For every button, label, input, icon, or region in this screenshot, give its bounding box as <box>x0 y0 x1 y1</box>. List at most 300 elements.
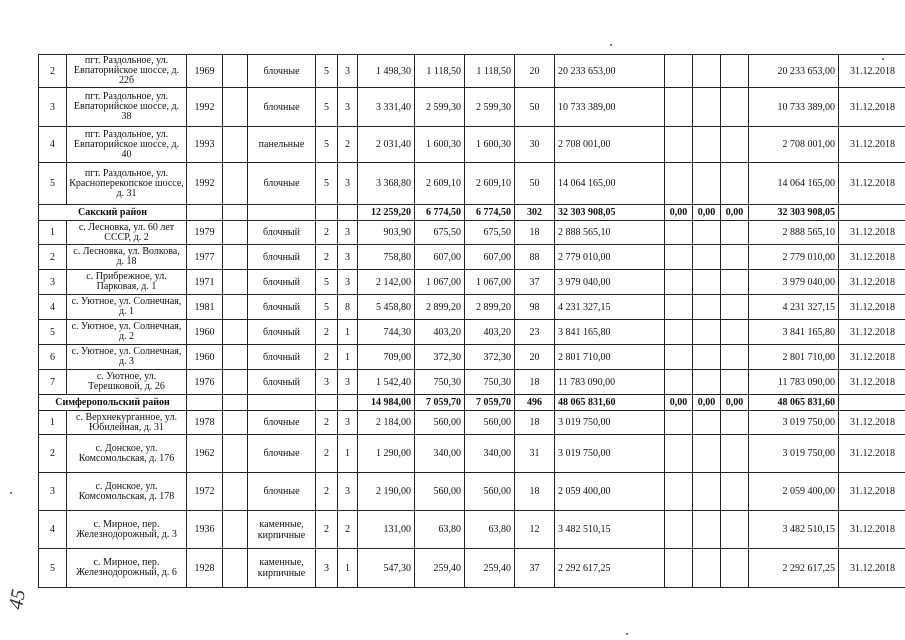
cost-cell: 3 019 750,00 <box>555 435 665 473</box>
entrances-cell: 1 <box>338 320 358 345</box>
material-cell: блочный <box>248 295 316 320</box>
residential-area-cell: 1 067,00 <box>465 270 515 295</box>
fund-cell-2 <box>693 345 721 370</box>
living-area-cell: 675,50 <box>415 221 465 245</box>
material-cell: блочный <box>248 270 316 295</box>
fund-cell-1: 0,00 <box>665 205 693 221</box>
fund-cell-2 <box>693 163 721 205</box>
table-row <box>39 55 905 88</box>
blank-cell <box>223 345 248 370</box>
fund-cell-1 <box>665 473 693 511</box>
year-cell: 1992 <box>187 163 223 205</box>
housing-register-table <box>38 54 905 588</box>
blank-cell <box>223 295 248 320</box>
fund-cell-2 <box>693 370 721 395</box>
living-area-cell: 1 067,00 <box>415 270 465 295</box>
cost-cell: 4 231 327,15 <box>555 295 665 320</box>
cost-cell: 3 019 750,00 <box>555 411 665 435</box>
year-cell <box>187 395 223 411</box>
table-row <box>39 245 905 270</box>
total-cost-cell: 11 783 090,00 <box>749 370 839 395</box>
total-area-cell: 744,30 <box>358 320 415 345</box>
deadline-cell: 31.12.2018 <box>839 245 905 270</box>
total-cost-cell: 4 231 327,15 <box>749 295 839 320</box>
table-row <box>39 163 905 205</box>
row-number-cell: 6 <box>39 345 67 370</box>
total-area-cell: 2 190,00 <box>358 473 415 511</box>
total-area-cell: 547,30 <box>358 549 415 588</box>
cost-cell: 11 783 090,00 <box>555 370 665 395</box>
cost-cell: 20 233 653,00 <box>555 55 665 88</box>
scan-speck <box>626 633 628 635</box>
living-area-cell: 2 599,30 <box>415 88 465 127</box>
fund-cell-2 <box>693 411 721 435</box>
blank-cell <box>223 511 248 549</box>
address-cell: пгт. Раздольное, ул. Евпаторийское шоссе, д. 38 <box>67 88 187 127</box>
address-cell: с. Уютное, ул. Терешковой, д. 26 <box>67 370 187 395</box>
fund-cell-2 <box>693 270 721 295</box>
fund-cell-3 <box>721 549 749 588</box>
total-cost-cell: 2 801 710,00 <box>749 345 839 370</box>
residential-area-cell: 2 599,30 <box>465 88 515 127</box>
residents-cell: 18 <box>515 473 555 511</box>
cost-cell: 2 292 617,25 <box>555 549 665 588</box>
material-cell: блочные <box>248 473 316 511</box>
living-area-cell: 2 899,20 <box>415 295 465 320</box>
district-name-cell: Сакский район <box>39 205 187 221</box>
total-cost-cell: 3 841 165,80 <box>749 320 839 345</box>
year-cell: 1971 <box>187 270 223 295</box>
year-cell: 1972 <box>187 473 223 511</box>
total-area-cell: 758,80 <box>358 245 415 270</box>
table-row <box>39 221 905 245</box>
total-area-cell: 3 368,80 <box>358 163 415 205</box>
table-row <box>39 320 905 345</box>
floors-cell: 2 <box>316 473 338 511</box>
table-row <box>39 127 905 163</box>
material-cell: блочный <box>248 320 316 345</box>
scan-speck <box>10 492 12 494</box>
total-area-cell: 14 984,00 <box>358 395 415 411</box>
blank-cell <box>223 549 248 588</box>
material-cell <box>248 395 316 411</box>
deadline-cell: 31.12.2018 <box>839 511 905 549</box>
entrances-cell: 3 <box>338 55 358 88</box>
cost-cell: 2 779 010,00 <box>555 245 665 270</box>
fund-cell-3 <box>721 163 749 205</box>
floors-cell: 2 <box>316 345 338 370</box>
blank-cell <box>223 221 248 245</box>
deadline-cell: 31.12.2018 <box>839 320 905 345</box>
section-total-row <box>39 205 905 221</box>
residents-cell: 20 <box>515 55 555 88</box>
address-cell: с. Уютное, ул. Солнечная, д. 1 <box>67 295 187 320</box>
material-cell: блочные <box>248 411 316 435</box>
row-number-cell: 1 <box>39 411 67 435</box>
deadline-cell: 31.12.2018 <box>839 370 905 395</box>
entrances-cell <box>338 395 358 411</box>
residents-cell: 18 <box>515 221 555 245</box>
entrances-cell: 1 <box>338 345 358 370</box>
residents-cell: 30 <box>515 127 555 163</box>
fund-cell-1: 0,00 <box>665 395 693 411</box>
fund-cell-3 <box>721 88 749 127</box>
fund-cell-2: 0,00 <box>693 395 721 411</box>
fund-cell-3 <box>721 55 749 88</box>
floors-cell: 5 <box>316 270 338 295</box>
deadline-cell: 31.12.2018 <box>839 163 905 205</box>
handwritten-page-number: 45 <box>4 587 31 612</box>
row-number-cell: 5 <box>39 320 67 345</box>
material-cell: панельные <box>248 127 316 163</box>
living-area-cell: 2 609,10 <box>415 163 465 205</box>
blank-cell <box>223 320 248 345</box>
fund-cell-3 <box>721 245 749 270</box>
residential-area-cell: 1 118,50 <box>465 55 515 88</box>
living-area-cell: 259,40 <box>415 549 465 588</box>
total-cost-cell: 48 065 831,60 <box>749 395 839 411</box>
fund-cell-3 <box>721 270 749 295</box>
floors-cell <box>316 395 338 411</box>
table-row <box>39 270 905 295</box>
blank-cell <box>223 245 248 270</box>
residential-area-cell: 63,80 <box>465 511 515 549</box>
fund-cell-1 <box>665 320 693 345</box>
blank-cell <box>223 88 248 127</box>
total-cost-cell: 14 064 165,00 <box>749 163 839 205</box>
deadline-cell <box>839 205 905 221</box>
total-cost-cell: 32 303 908,05 <box>749 205 839 221</box>
living-area-cell: 340,00 <box>415 435 465 473</box>
material-cell: блочный <box>248 345 316 370</box>
year-cell: 1993 <box>187 127 223 163</box>
fund-cell-2 <box>693 435 721 473</box>
total-cost-cell: 20 233 653,00 <box>749 55 839 88</box>
year-cell: 1936 <box>187 511 223 549</box>
total-area-cell: 131,00 <box>358 511 415 549</box>
year-cell: 1977 <box>187 245 223 270</box>
total-cost-cell: 2 708 001,00 <box>749 127 839 163</box>
total-area-cell: 1 542,40 <box>358 370 415 395</box>
row-number-cell: 5 <box>39 163 67 205</box>
entrances-cell: 3 <box>338 245 358 270</box>
material-cell <box>248 205 316 221</box>
year-cell: 1969 <box>187 55 223 88</box>
table-row <box>39 411 905 435</box>
cost-cell: 3 841 165,80 <box>555 320 665 345</box>
total-area-cell: 1 290,00 <box>358 435 415 473</box>
cost-cell: 3 482 510,15 <box>555 511 665 549</box>
fund-cell-3: 0,00 <box>721 395 749 411</box>
residents-cell: 12 <box>515 511 555 549</box>
row-number-cell: 1 <box>39 221 67 245</box>
residents-cell: 18 <box>515 411 555 435</box>
total-area-cell: 2 184,00 <box>358 411 415 435</box>
cost-cell: 2 801 710,00 <box>555 345 665 370</box>
entrances-cell: 1 <box>338 435 358 473</box>
fund-cell-3 <box>721 345 749 370</box>
fund-cell-1 <box>665 88 693 127</box>
residential-area-cell: 2 609,10 <box>465 163 515 205</box>
cost-cell: 2 888 565,10 <box>555 221 665 245</box>
year-cell: 1960 <box>187 345 223 370</box>
row-number-cell: 5 <box>39 549 67 588</box>
floors-cell: 3 <box>316 549 338 588</box>
floors-cell: 5 <box>316 88 338 127</box>
total-cost-cell: 2 888 565,10 <box>749 221 839 245</box>
residents-cell: 496 <box>515 395 555 411</box>
deadline-cell: 31.12.2018 <box>839 88 905 127</box>
total-area-cell: 12 259,20 <box>358 205 415 221</box>
address-cell: с. Верхнекурганное, ул. Юбилейная, д. 31 <box>67 411 187 435</box>
table-row <box>39 435 905 473</box>
deadline-cell: 31.12.2018 <box>839 221 905 245</box>
fund-cell-2 <box>693 221 721 245</box>
section-total-row <box>39 395 905 411</box>
total-cost-cell: 3 019 750,00 <box>749 435 839 473</box>
row-number-cell: 3 <box>39 88 67 127</box>
residents-cell: 31 <box>515 435 555 473</box>
material-cell: блочные <box>248 88 316 127</box>
fund-cell-1 <box>665 549 693 588</box>
entrances-cell: 3 <box>338 270 358 295</box>
fund-cell-1 <box>665 511 693 549</box>
living-area-cell: 560,00 <box>415 473 465 511</box>
total-cost-cell: 10 733 389,00 <box>749 88 839 127</box>
fund-cell-2 <box>693 295 721 320</box>
address-cell: с. Прибрежное, ул. Парковая, д. 1 <box>67 270 187 295</box>
residential-area-cell: 403,20 <box>465 320 515 345</box>
fund-cell-3 <box>721 435 749 473</box>
living-area-cell: 372,30 <box>415 345 465 370</box>
fund-cell-3 <box>721 511 749 549</box>
blank-cell <box>223 473 248 511</box>
district-name-cell: Симферопольский район <box>39 395 187 411</box>
fund-cell-3: 0,00 <box>721 205 749 221</box>
residential-area-cell: 675,50 <box>465 221 515 245</box>
year-cell: 1978 <box>187 411 223 435</box>
residents-cell: 302 <box>515 205 555 221</box>
entrances-cell: 3 <box>338 163 358 205</box>
deadline-cell: 31.12.2018 <box>839 473 905 511</box>
material-cell: каменные, кирпичные <box>248 511 316 549</box>
living-area-cell: 6 774,50 <box>415 205 465 221</box>
cost-cell: 32 303 908,05 <box>555 205 665 221</box>
address-cell: пгт. Раздольное, ул. Евпаторийское шоссе, д. 22б <box>67 55 187 88</box>
fund-cell-2 <box>693 55 721 88</box>
cost-cell: 10 733 389,00 <box>555 88 665 127</box>
residents-cell: 20 <box>515 345 555 370</box>
row-number-cell: 2 <box>39 245 67 270</box>
cost-cell: 3 979 040,00 <box>555 270 665 295</box>
row-number-cell: 3 <box>39 270 67 295</box>
residential-area-cell: 560,00 <box>465 411 515 435</box>
residents-cell: 37 <box>515 270 555 295</box>
table-row <box>39 295 905 320</box>
material-cell: блочные <box>248 163 316 205</box>
entrances-cell: 2 <box>338 511 358 549</box>
fund-cell-1 <box>665 245 693 270</box>
row-number-cell: 3 <box>39 473 67 511</box>
table-row <box>39 511 905 549</box>
residential-area-cell: 2 899,20 <box>465 295 515 320</box>
floors-cell: 2 <box>316 320 338 345</box>
total-area-cell: 2 031,40 <box>358 127 415 163</box>
blank-cell <box>223 370 248 395</box>
year-cell: 1976 <box>187 370 223 395</box>
total-area-cell: 3 331,40 <box>358 88 415 127</box>
total-cost-cell: 2 779 010,00 <box>749 245 839 270</box>
deadline-cell: 31.12.2018 <box>839 435 905 473</box>
material-cell: блочные <box>248 55 316 88</box>
blank-cell <box>223 435 248 473</box>
fund-cell-3 <box>721 221 749 245</box>
blank-cell <box>223 55 248 88</box>
residents-cell: 18 <box>515 370 555 395</box>
fund-cell-3 <box>721 473 749 511</box>
living-area-cell: 403,20 <box>415 320 465 345</box>
row-number-cell: 2 <box>39 435 67 473</box>
row-number-cell: 7 <box>39 370 67 395</box>
row-number-cell: 4 <box>39 295 67 320</box>
fund-cell-2 <box>693 88 721 127</box>
fund-cell-3 <box>721 295 749 320</box>
residents-cell: 23 <box>515 320 555 345</box>
total-cost-cell: 3 019 750,00 <box>749 411 839 435</box>
fund-cell-1 <box>665 270 693 295</box>
total-area-cell: 5 458,80 <box>358 295 415 320</box>
residents-cell: 50 <box>515 88 555 127</box>
living-area-cell: 7 059,70 <box>415 395 465 411</box>
table-row <box>39 473 905 511</box>
deadline-cell: 31.12.2018 <box>839 55 905 88</box>
living-area-cell: 1 118,50 <box>415 55 465 88</box>
address-cell: с. Уютное, ул. Солнечная, д. 3 <box>67 345 187 370</box>
fund-cell-1 <box>665 55 693 88</box>
scan-speck <box>610 44 612 46</box>
floors-cell: 2 <box>316 435 338 473</box>
entrances-cell: 3 <box>338 370 358 395</box>
fund-cell-2 <box>693 511 721 549</box>
floors-cell: 5 <box>316 55 338 88</box>
entrances-cell: 3 <box>338 411 358 435</box>
living-area-cell: 750,30 <box>415 370 465 395</box>
cost-cell: 48 065 831,60 <box>555 395 665 411</box>
material-cell: блочный <box>248 370 316 395</box>
table-row <box>39 88 905 127</box>
floors-cell: 2 <box>316 245 338 270</box>
cost-cell: 2 059 400,00 <box>555 473 665 511</box>
residential-area-cell: 259,40 <box>465 549 515 588</box>
fund-cell-2 <box>693 549 721 588</box>
row-number-cell: 2 <box>39 55 67 88</box>
residents-cell: 50 <box>515 163 555 205</box>
living-area-cell: 560,00 <box>415 411 465 435</box>
residential-area-cell: 1 600,30 <box>465 127 515 163</box>
living-area-cell: 607,00 <box>415 245 465 270</box>
deadline-cell: 31.12.2018 <box>839 345 905 370</box>
table-row <box>39 345 905 370</box>
address-cell: с. Лесновка, ул. Волкова, д. 18 <box>67 245 187 270</box>
deadline-cell <box>839 395 905 411</box>
total-area-cell: 1 498,30 <box>358 55 415 88</box>
fund-cell-1 <box>665 163 693 205</box>
total-cost-cell: 3 979 040,00 <box>749 270 839 295</box>
fund-cell-2 <box>693 245 721 270</box>
cost-cell: 14 064 165,00 <box>555 163 665 205</box>
living-area-cell: 1 600,30 <box>415 127 465 163</box>
residential-area-cell: 560,00 <box>465 473 515 511</box>
deadline-cell: 31.12.2018 <box>839 127 905 163</box>
deadline-cell: 31.12.2018 <box>839 549 905 588</box>
scan-speck <box>882 58 884 60</box>
cost-cell: 2 708 001,00 <box>555 127 665 163</box>
row-number-cell: 4 <box>39 511 67 549</box>
entrances-cell: 1 <box>338 549 358 588</box>
total-area-cell: 709,00 <box>358 345 415 370</box>
entrances-cell: 2 <box>338 127 358 163</box>
blank-cell <box>223 205 248 221</box>
deadline-cell: 31.12.2018 <box>839 411 905 435</box>
material-cell: каменные, кирпичные <box>248 549 316 588</box>
residents-cell: 37 <box>515 549 555 588</box>
living-area-cell: 63,80 <box>415 511 465 549</box>
fund-cell-1 <box>665 127 693 163</box>
fund-cell-2: 0,00 <box>693 205 721 221</box>
residential-area-cell: 7 059,70 <box>465 395 515 411</box>
table-body <box>39 55 905 588</box>
row-number-cell: 4 <box>39 127 67 163</box>
material-cell: блочный <box>248 221 316 245</box>
deadline-cell: 31.12.2018 <box>839 270 905 295</box>
table-row <box>39 549 905 588</box>
floors-cell: 3 <box>316 370 338 395</box>
blank-cell <box>223 395 248 411</box>
year-cell: 1962 <box>187 435 223 473</box>
floors-cell: 5 <box>316 127 338 163</box>
floors-cell: 5 <box>316 295 338 320</box>
year-cell: 1960 <box>187 320 223 345</box>
fund-cell-1 <box>665 295 693 320</box>
blank-cell <box>223 270 248 295</box>
residents-cell: 98 <box>515 295 555 320</box>
blank-cell <box>223 127 248 163</box>
total-area-cell: 2 142,00 <box>358 270 415 295</box>
fund-cell-3 <box>721 320 749 345</box>
material-cell: блочные <box>248 435 316 473</box>
material-cell: блочный <box>248 245 316 270</box>
year-cell: 1979 <box>187 221 223 245</box>
address-cell: с. Лесновка, ул. 60 лет СССР, д. 2 <box>67 221 187 245</box>
address-cell: с. Мирное, пер. Железнодорожный, д. 6 <box>67 549 187 588</box>
fund-cell-3 <box>721 127 749 163</box>
floors-cell: 2 <box>316 411 338 435</box>
table-row <box>39 370 905 395</box>
year-cell <box>187 205 223 221</box>
fund-cell-2 <box>693 320 721 345</box>
fund-cell-3 <box>721 370 749 395</box>
blank-cell <box>223 163 248 205</box>
address-cell: с. Донское, ул. Комсомольская, д. 176 <box>67 435 187 473</box>
total-cost-cell: 3 482 510,15 <box>749 511 839 549</box>
fund-cell-2 <box>693 473 721 511</box>
blank-cell <box>223 411 248 435</box>
residential-area-cell: 607,00 <box>465 245 515 270</box>
fund-cell-1 <box>665 411 693 435</box>
fund-cell-1 <box>665 370 693 395</box>
residential-area-cell: 340,00 <box>465 435 515 473</box>
total-area-cell: 903,90 <box>358 221 415 245</box>
